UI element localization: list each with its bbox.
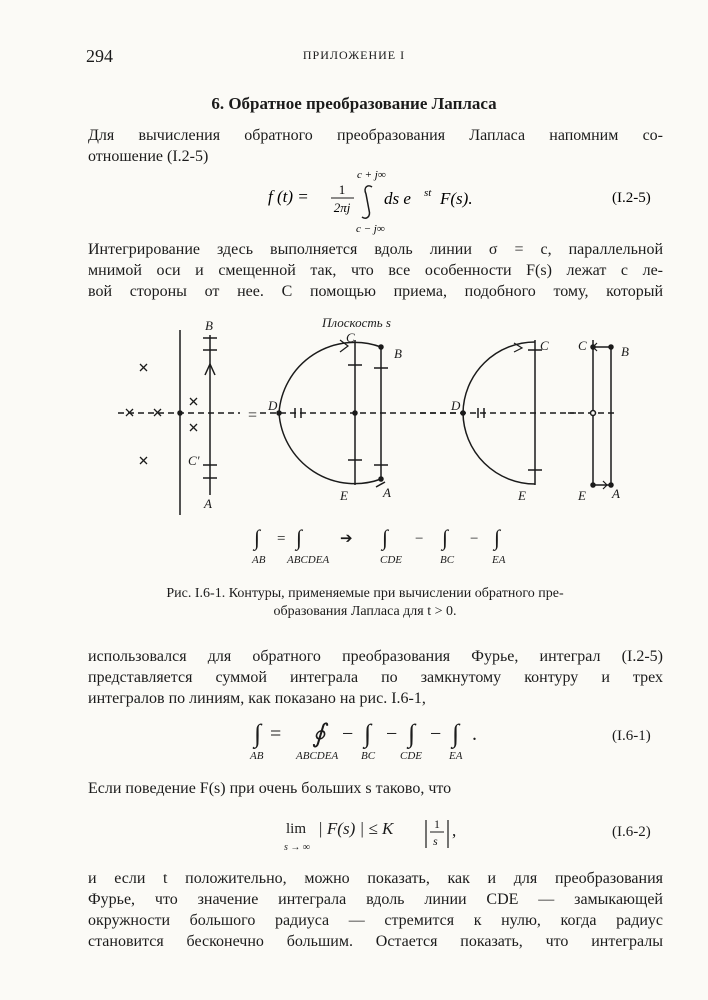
integral-sign: ∫	[494, 525, 501, 550]
subscript: BC	[361, 750, 376, 762]
text-line: мнимой оси и смещенной так, что все особенности F(s) лежат с ле-	[88, 262, 663, 279]
equation-number: (I.6-2)	[612, 824, 651, 840]
sign: =	[277, 531, 286, 547]
label-d: D	[268, 398, 278, 413]
label-c: C	[540, 338, 549, 353]
sign: −	[470, 531, 479, 547]
integral-sign: ∫	[254, 719, 262, 748]
label-b: B	[205, 318, 213, 333]
formula-exponent: st	[424, 187, 432, 199]
subscript: AB	[252, 554, 266, 566]
text-line: интегралов по линиям, как показано на рис. I.6-1,	[88, 690, 426, 707]
integral-lower-limit: c − j∞	[356, 223, 385, 235]
figure-equation	[251, 525, 506, 566]
label-e: E	[578, 488, 586, 503]
label-a: A	[383, 485, 391, 500]
fraction-numerator: 1	[434, 817, 440, 831]
label-d: D	[451, 398, 461, 413]
label-b: B	[621, 344, 629, 359]
text-line: вой стороны от нее. С помощью приема, подобного тому, который	[88, 283, 663, 300]
fraction-denominator: s	[433, 834, 438, 848]
point-b	[609, 345, 613, 349]
formula-body: | F(s) | ≤ K	[318, 819, 394, 838]
poles	[126, 364, 197, 464]
pole-x-icon	[140, 364, 147, 371]
page-number: 294	[86, 46, 113, 66]
text-line: представляется суммой интеграла по замкнутому контуру и трех	[88, 669, 663, 686]
paragraph-conclusion	[88, 868, 663, 952]
equals-sign: =	[248, 407, 258, 424]
text-line: Для вычисления обратного преобразования Лапласа напомним со-	[88, 127, 663, 144]
pole-x-icon	[190, 424, 197, 431]
integral-sign: ∫	[452, 719, 460, 748]
integral-upper-limit: c + j∞	[357, 169, 386, 181]
subscript: EA	[449, 750, 463, 762]
paragraph-integration	[88, 239, 663, 302]
text-line: Фурье, что значение интеграла вдоль линии CDE — замыкающей	[88, 891, 663, 908]
integral-sign: ∫	[408, 719, 416, 748]
label-b: B	[394, 346, 402, 361]
contour-integral-sign: ∮	[312, 719, 326, 748]
minus-sign: −	[386, 723, 398, 745]
point-d	[277, 411, 281, 415]
plane-label: Плоскость s	[322, 315, 391, 330]
label-c: C	[578, 338, 587, 353]
equals-sign: =	[270, 723, 282, 745]
pole-x-icon	[190, 398, 197, 405]
text-line: отношение (I.2-5)	[88, 148, 209, 165]
sign: −	[415, 531, 424, 547]
integral-sign	[362, 186, 372, 218]
minus-sign: −	[430, 723, 442, 745]
caption-line: образования Лапласа для t > 0.	[273, 604, 457, 619]
text-line: использовался для обратного преобразования Фурье, интеграл (I.2-5)	[88, 648, 663, 665]
paragraph-fourier	[88, 646, 663, 709]
point-b	[379, 345, 383, 349]
origin	[178, 411, 182, 415]
formula-integrand: ds e	[384, 189, 411, 208]
limit-subscript: s → ∞	[284, 842, 311, 853]
integral-sign: ∫	[296, 525, 303, 550]
formula-i-2-5	[0, 160, 708, 240]
subscript: BC	[440, 554, 455, 566]
sign: ➔	[340, 531, 353, 547]
formula-i-6-2	[0, 808, 708, 863]
text-line: Если поведение F(s) при очень больших s таково, что	[88, 780, 452, 797]
section-title: 6. Обратное преобразование Лапласа	[211, 94, 497, 113]
text-line: Интегрирование здесь выполняется вдоль линии σ = c, параллельной	[88, 241, 663, 258]
fraction-numerator: 1	[338, 182, 346, 197]
text-line: и если t положительно, можно показать, как и для преобразования	[88, 870, 663, 887]
label-c-prime: C'	[188, 453, 200, 468]
origin	[353, 411, 357, 415]
text-line: окружности большого радиуса — стремится к нулю, когда радиус	[88, 912, 663, 929]
equation-number: (I.6-1)	[612, 728, 651, 744]
label-e: E	[340, 488, 348, 503]
origin	[591, 411, 596, 416]
label-c: C	[346, 330, 355, 345]
subscript: ABCDEA	[296, 750, 339, 762]
panel-arc-cde	[420, 338, 580, 503]
equation-number: (I.2-5)	[612, 190, 651, 206]
figure-contours	[0, 300, 708, 585]
panel-closed-contour	[260, 315, 460, 503]
point-c	[591, 345, 595, 349]
pole-x-icon	[140, 457, 147, 464]
point-e	[591, 483, 595, 487]
integral-sign: ∫	[442, 525, 449, 550]
fraction-denominator: 2πj	[333, 200, 351, 215]
subscript: EA	[492, 554, 506, 566]
paragraph-behavior	[88, 778, 663, 799]
integral-sign: ∫	[254, 525, 261, 550]
running-title: ПРИЛОЖЕНИЕ I	[302, 48, 406, 62]
panel-lines-bc-ea	[568, 338, 629, 503]
integral-sign: ∫	[364, 719, 372, 748]
subscript: AB	[250, 750, 264, 762]
minus-sign: −	[342, 723, 354, 745]
period: .	[472, 723, 477, 745]
subscript: CDE	[400, 750, 422, 762]
comma: ,	[452, 821, 457, 840]
formula-tail: F(s).	[440, 189, 473, 208]
figure-caption	[150, 585, 580, 621]
subscript: CDE	[380, 554, 402, 566]
point-a	[379, 477, 383, 481]
panel-line-ab	[118, 318, 240, 515]
subscript: ABCDEA	[287, 554, 330, 566]
integral-sign: ∫	[382, 525, 389, 550]
label-a: A	[612, 486, 620, 501]
label-a: A	[204, 496, 212, 511]
label-e: E	[518, 488, 526, 503]
text-line: становится бесконечно большим. Остается показать, что интегралы	[88, 933, 663, 950]
caption-line: Рис. I.6-1. Контуры, применяемые при вычислении обратного пре-	[166, 586, 564, 601]
formula-lhs: f (t) =	[268, 187, 309, 206]
limit-operator: lim	[286, 821, 307, 837]
point-d	[461, 411, 465, 415]
formula-i-6-1	[0, 712, 708, 767]
